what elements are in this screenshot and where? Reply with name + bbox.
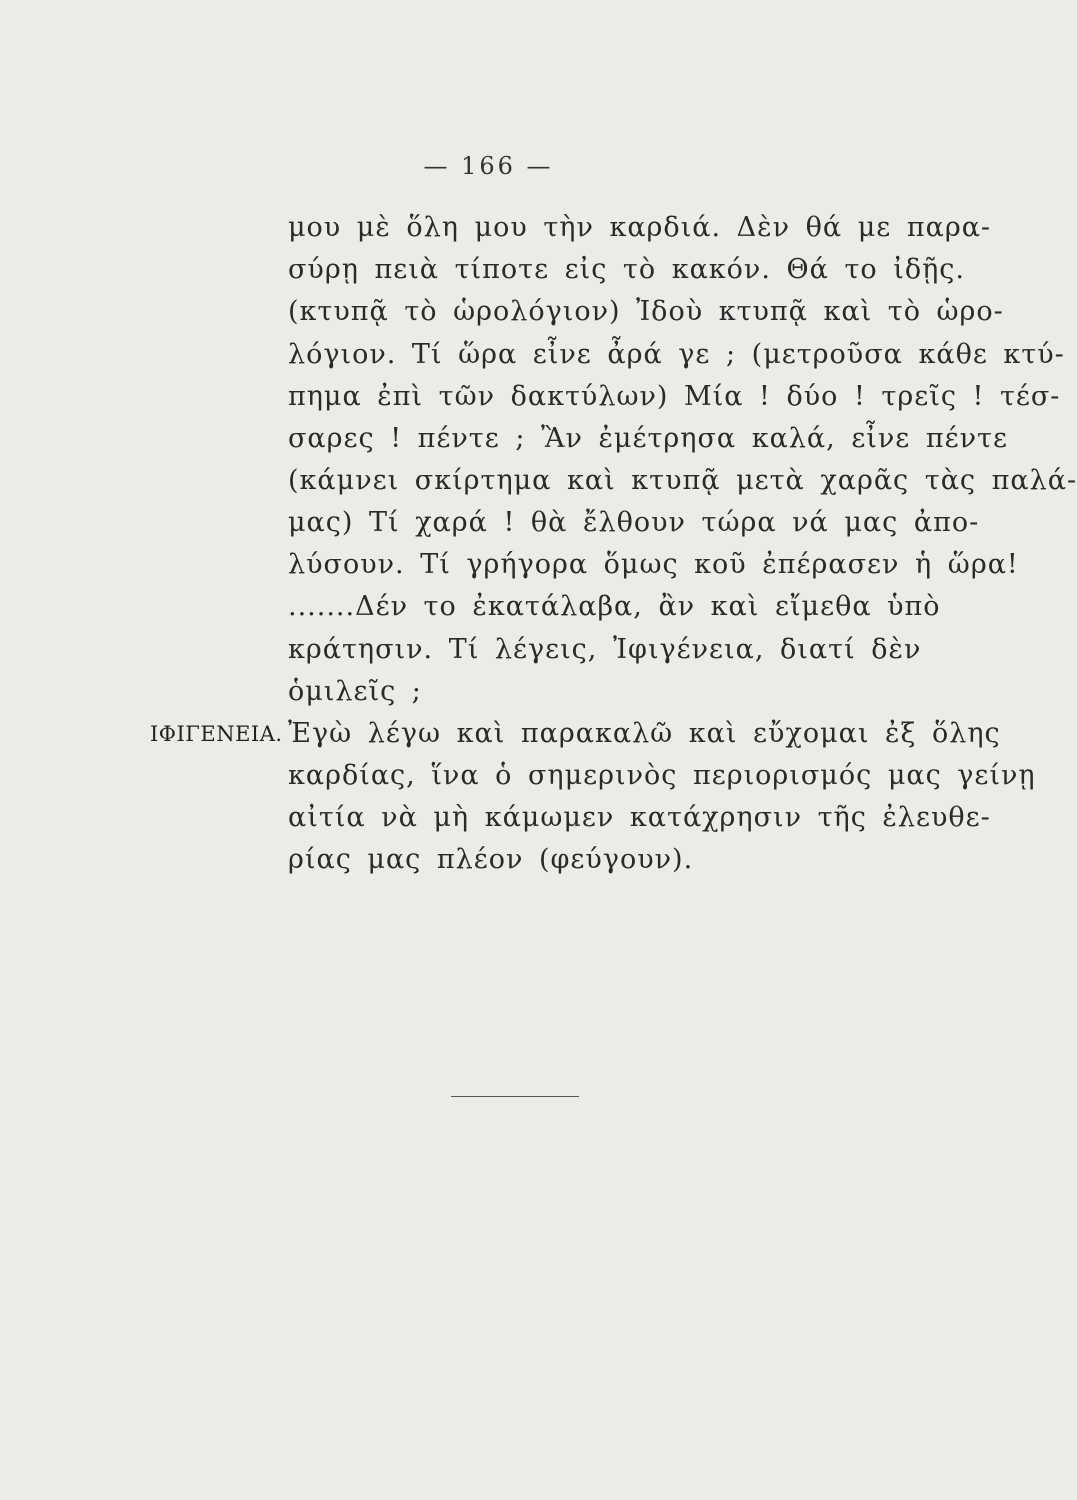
text-line: μου μὲ ὅλη μου τὴν καρδιά. Δὲν θά με παρα-: [288, 212, 992, 243]
text-line: .......Δέν το ἐκατάλαβα, ἂν καὶ εἴμεθα ὑπὸ: [288, 591, 941, 622]
text-line: σύρῃ πειὰ τίποτε εἰς τὸ κακόν. Θά το ἰδῇς.: [288, 254, 965, 285]
text-line: λόγιον. Τί ὥρα εἶνε ἆρά γε ; (μετροῦσα κάθε κτύ-: [288, 339, 1065, 370]
speech-line: ρίας μας πλέον (φεύγουν).: [288, 844, 694, 875]
speech-line: καρδίας, ἵνα ὁ σημερινὸς περιορισμός μας γείνῃ: [288, 760, 1036, 791]
text-line: λύσουν. Τί γρήγορα ὅμως κοῦ ἐπέρασεν ἡ ὥρα!: [288, 549, 1019, 580]
text-line: κράτησιν. Τί λέγεις, Ἰφιγένεια, διατί δὲν: [288, 634, 922, 665]
text-line: (κάμνει σκίρτημα καὶ κτυπᾷ μετὰ χαρᾶς τὰς παλά-: [288, 465, 1077, 496]
text-line: πημα ἐπὶ τῶν δακτύλων) Μία ! δύο ! τρεῖς ! τέσ-: [288, 381, 1061, 412]
text-line: μας) Τί χαρά ! θὰ ἔλθουν τώρα νά μας ἀπο-: [288, 507, 980, 538]
speaker-name: ΙΦΙΓΕΝΕΙΑ.: [150, 722, 283, 746]
text-line: (κτυπᾷ τὸ ὡρολόγιον) Ἰδοὺ κτυπᾷ καὶ τὸ ὡρο-: [288, 296, 1004, 327]
speech-line: Ἐγὼ λέγω καὶ παρακαλῶ καὶ εὔχομαι ἐξ ὅλης: [288, 718, 1001, 749]
speech-line: αἰτία νὰ μὴ κάμωμεν κατάχρησιν τῆς ἐλευθε-: [288, 802, 991, 833]
text-line: σαρες ! πέντε ; Ἂν ἐμέτρησα καλά, εἶνε πέντε: [288, 423, 1008, 454]
page-number: — 166 —: [423, 152, 554, 180]
text-line: ὁμιλεῖς ;: [288, 676, 422, 707]
end-rule: [451, 1096, 579, 1097]
